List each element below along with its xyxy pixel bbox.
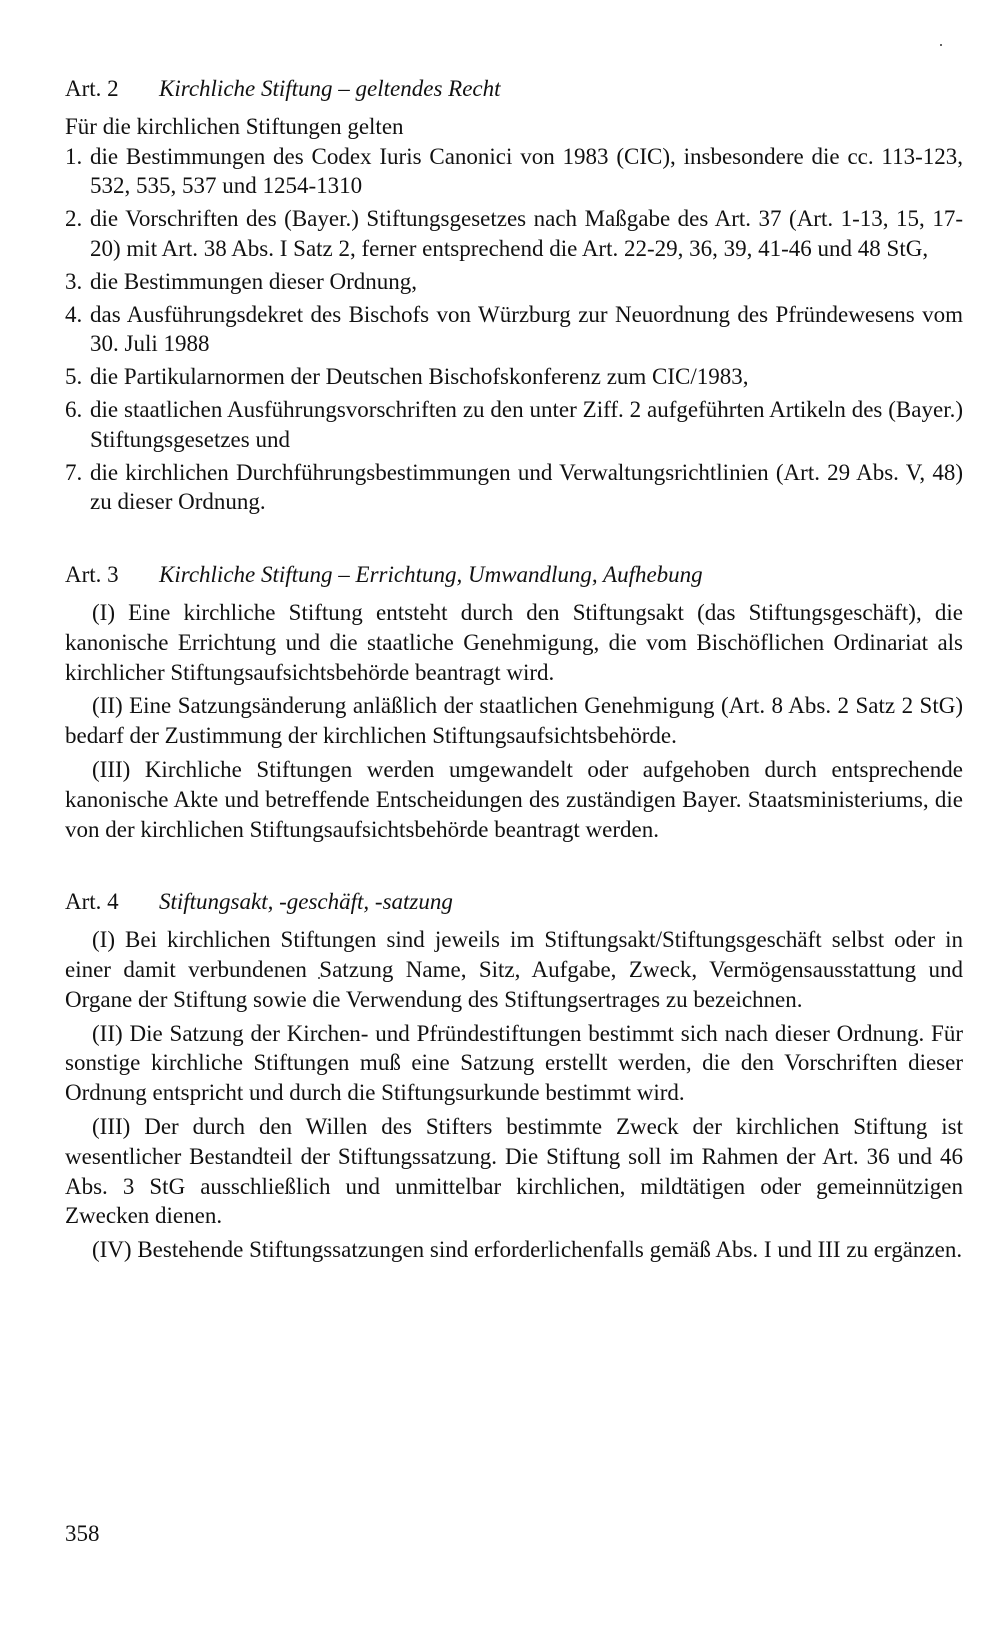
article-paragraph: (III) Der durch den Willen des Stifters bestimmte Zweck der kirchlichen Stiftung ist wesentlicher Bestandteil der Stiftungssatzung. Die Stiftung soll im Rahmen der Art. 36 und 46 Abs. 3 StG ausschließlich und unmittelbar kirchlichen, mildtätigen oder gemeinnützigen Zwecken dienen. xyxy=(65,1113,963,1229)
list-item xyxy=(65,267,963,297)
article-number: Art. 3 xyxy=(65,562,119,588)
article-number: Art. 2 xyxy=(65,76,119,101)
article-3 xyxy=(65,560,963,844)
list-item-text: das Ausführungsdekret des Bischofs von Würzburg zur Neuordnung des Pfründewesens vom 30. Juli 1988 xyxy=(90,301,963,357)
list-item-number: 7. xyxy=(65,459,83,485)
list-item xyxy=(65,142,963,202)
article-2 xyxy=(65,74,963,517)
list-item xyxy=(65,204,963,264)
list-item xyxy=(65,395,963,455)
list-item-number: 5. xyxy=(65,364,83,390)
list-item xyxy=(65,300,963,360)
article-heading xyxy=(65,887,963,917)
article-title: Kirchliche Stiftung – geltendes Recht xyxy=(159,76,501,101)
scan-speck xyxy=(940,44,942,46)
article-heading xyxy=(65,560,963,590)
list-item xyxy=(65,458,963,518)
article-2-list xyxy=(65,142,963,518)
list-item-number: 4. xyxy=(65,301,83,327)
article-paragraph: (I) Bei kirchlichen Stiftungen sind jeweils im Stiftungsakt/Stiftungsgeschäft selbst oder in einer damit verbundenen Satzung Name, Sitz, Aufgabe, Zweck, Vermögensausstattung und Organe der Stiftung sowie die Verwendung des Stiftungsertrages zu bezeichnen. xyxy=(65,927,963,1012)
article-paragraph: (II) Die Satzung der Kirchen- und Pfründestiftungen bestimmt sich nach dieser Ordnung. Für sonstige kirchliche Stiftungen muß eine Satzung erstellt werden, die den Vorschriften dieser Ordnung entspricht und durch die Stiftungsurkunde bestimmt wird. xyxy=(65,1020,963,1106)
list-item-text: die Partikularnormen der Deutschen Bischofskonferenz zum CIC/1983, xyxy=(90,364,749,390)
article-title: Stiftungsakt, -geschäft, -satzung xyxy=(159,889,453,915)
list-item-text: die staatlichen Ausführungsvorschriften zu den unter Ziff. 2 aufgeführten Artikeln des (Bayer.) Stiftungsgesetzes und xyxy=(90,396,963,452)
list-item-number: 1. xyxy=(65,143,83,169)
article-paragraph: (III) Kirchliche Stiftungen werden umgewandelt oder aufgehoben durch entsprechende kanonische Akte und betreffende Entscheidungen des zuständigen Bayer. Staatsministeriums, die von der kirchlichen Stiftungsaufsichtsbehörde beantragt werden. xyxy=(65,756,963,842)
list-item-number: 3. xyxy=(65,268,83,294)
list-item-number: 6. xyxy=(65,396,83,422)
article-paragraph: (II) Eine Satzungsänderung anläßlich der staatlichen Genehmigung (Art. 8 Abs. 2 Satz 2 StG) bedarf der Zustimmung der kirchlichen Stiftungsaufsichtsbehörde. xyxy=(65,693,963,749)
article-number: Art. 4 xyxy=(65,889,119,915)
article-heading xyxy=(65,74,963,104)
article-4 xyxy=(65,887,963,1265)
article-title: Kirchliche Stiftung – Errichtung, Umwandlung, Aufhebung xyxy=(159,562,703,588)
page-number: 358 xyxy=(65,1521,100,1546)
list-item-text: die kirchlichen Durchführungsbestimmungen und Verwaltungsrichtlinien (Art. 29 Abs. V, 48) zu dieser Ordnung. xyxy=(90,459,963,515)
list-item-text: die Bestimmungen dieser Ordnung, xyxy=(90,268,418,294)
article-paragraph: (IV) Bestehende Stiftungssatzungen sind erforderlichenfalls gemäß Abs. I und III zu ergänzen. xyxy=(92,1237,963,1263)
list-item-number: 2. xyxy=(65,206,83,232)
list-item-text: die Vorschriften des (Bayer.) Stiftungsgesetzes nach Maßgabe des Art. 37 (Art. 1-13, 15, 17-20) mit Art. 38 Abs. I Satz 2, ferner entsprechend die Art. 22-29, 36, 39, 41-46 und 48 StG, xyxy=(90,206,963,261)
article-paragraph: (I) Eine kirchliche Stiftung entsteht durch den Stiftungsakt (das Stiftungsgeschäft), die kanonische Errichtung und die staatliche Genehmigung, die vom Bischöflichen Ordinariat als kirchlicher Stiftungsaufsichtsbehörde beantragt wird. xyxy=(65,599,963,685)
list-item-text: die Bestimmungen des Codex Iuris Canonici von 1983 (CIC), insbesondere die cc. 113-123, 532, 535, 537 und 1254-1310 xyxy=(90,143,963,199)
document-page xyxy=(65,74,963,1308)
list-item xyxy=(65,362,963,392)
article-intro: Für die kirchlichen Stiftungen gelten xyxy=(65,113,404,139)
